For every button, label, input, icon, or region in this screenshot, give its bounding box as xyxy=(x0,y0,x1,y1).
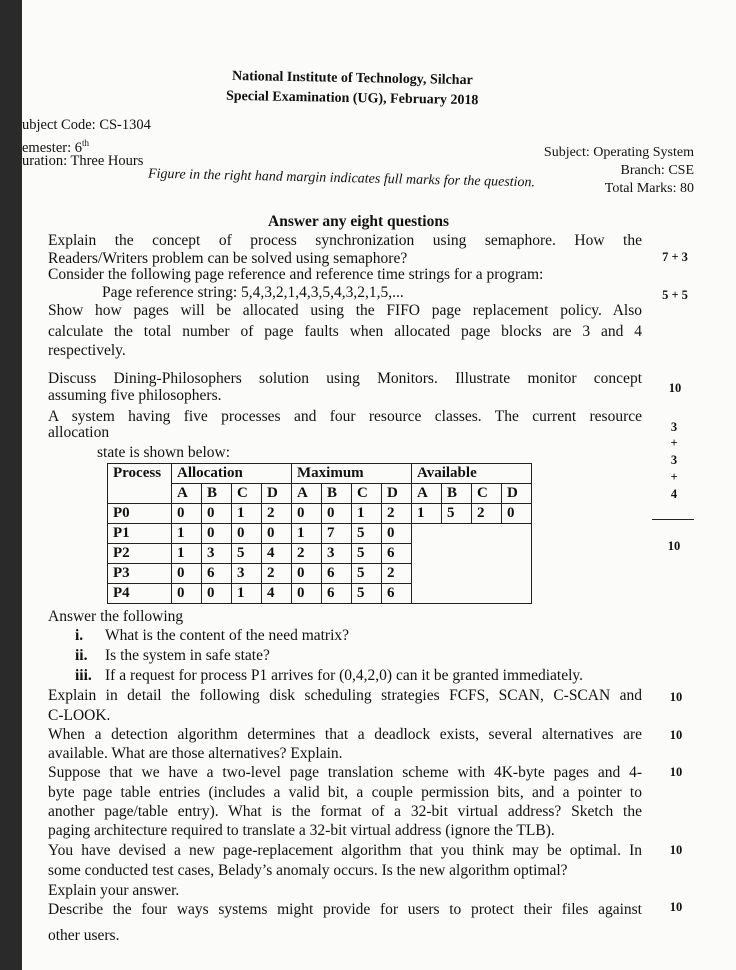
allocation-cell: 1 xyxy=(232,584,262,604)
process-cell: P2 xyxy=(108,544,172,564)
marks-note: Figure in the right hand margin indicates full marks for the question. xyxy=(147,166,536,191)
process-cell: P4 xyxy=(108,584,172,604)
maximum-cell: 6 xyxy=(322,584,352,604)
q7-line: another page/table entry). What is the format of a 32-bit virtual address? Sketch the xyxy=(48,803,642,820)
process-cell: P3 xyxy=(108,564,172,584)
maximum-cell: 0 xyxy=(382,524,412,544)
resource-label: B xyxy=(442,484,472,504)
maximum-cell: 6 xyxy=(382,584,412,604)
q7-line: paging architecture required to translate a 32-bit virtual address (ignore the TLB). xyxy=(48,822,555,839)
sub-number: iii. xyxy=(75,667,92,684)
allocation-cell: 1 xyxy=(172,544,202,564)
q8-line: You have devised a new page-replacement algorithm that you think may be optimal. In xyxy=(48,842,642,859)
sub-question xyxy=(75,627,349,645)
scan-edge xyxy=(0,0,22,970)
q8-line: Explain your answer. xyxy=(48,882,180,899)
maximum-cell: 2 xyxy=(292,544,322,564)
subject-name: Subject: Operating System xyxy=(543,145,694,160)
q4-marks-total: 10 xyxy=(667,539,681,553)
maximum-cell: 5 xyxy=(352,524,382,544)
allocation-cell: 2 xyxy=(262,504,292,524)
available-cell: 5 xyxy=(442,504,472,524)
available-cell: 0 xyxy=(502,504,532,524)
allocation-cell: 0 xyxy=(202,524,232,544)
maximum-cell: 2 xyxy=(382,504,412,524)
sub-number: ii. xyxy=(75,647,88,664)
q5-marks: 10 xyxy=(669,690,683,704)
sub-question xyxy=(75,667,583,685)
maximum-cell: 0 xyxy=(292,504,322,524)
subject-code: ubject Code: CS-1304 xyxy=(22,117,151,133)
allocation-header: Allocation xyxy=(172,464,292,484)
resource-label: A xyxy=(412,484,442,504)
q2-line: calculate the total number of page faults when allocated page blocks are 3 and 4 xyxy=(48,323,642,340)
sub-number: i. xyxy=(75,627,84,644)
instruction: Answer any eight questions xyxy=(268,213,450,230)
maximum-cell: 0 xyxy=(322,504,352,524)
q4-marks-part: 3 xyxy=(670,453,678,467)
q2-line: Page reference string: 5,4,3,2,1,4,3,5,4,3,2,1,5,... xyxy=(102,284,404,301)
resource-label: C xyxy=(232,484,262,504)
resource-label: C xyxy=(472,484,502,504)
resource-label: A xyxy=(172,484,202,504)
q6-marks: 10 xyxy=(669,728,683,742)
q9-line: other users. xyxy=(48,927,120,944)
maximum-cell: 0 xyxy=(292,564,322,584)
q8-line: some conducted test cases, Belady’s anomaly occurs. Is the new algorithm optimal? xyxy=(48,862,568,879)
table-row xyxy=(108,524,532,544)
available-cell: 2 xyxy=(472,504,502,524)
allocation-cell: 0 xyxy=(232,524,262,544)
q1-line: Readers/Writers problem can be solved using semaphore? xyxy=(48,250,408,267)
allocation-cell: 1 xyxy=(172,524,202,544)
allocation-cell: 3 xyxy=(232,564,262,584)
allocation-cell: 1 xyxy=(232,504,262,524)
allocation-cell: 0 xyxy=(202,584,232,604)
allocation-cell: 4 xyxy=(262,544,292,564)
q2-line: Show how pages will be allocated using the FIFO page replacement policy. Also xyxy=(48,302,642,319)
resource-label: D xyxy=(382,484,412,504)
process-cell: P0 xyxy=(108,504,172,524)
q8-marks: 10 xyxy=(669,843,683,857)
resource-label: A xyxy=(292,484,322,504)
process-header: Process xyxy=(108,464,172,504)
q4-line: state is shown below: xyxy=(97,444,231,461)
maximum-cell: 6 xyxy=(382,544,412,564)
q3-marks: 10 xyxy=(668,381,682,395)
q1-line: Explain the concept of process synchronization using semaphore. How the xyxy=(48,232,642,249)
q7-line: Suppose that we have a two-level page translation scheme with 4K-byte pages and 4- xyxy=(48,764,642,781)
maximum-cell: 1 xyxy=(352,504,382,524)
total-marks: Total Marks: 80 xyxy=(604,181,694,196)
sub-text: What is the content of the need matrix? xyxy=(105,627,350,644)
resource-label: C xyxy=(352,484,382,504)
q4-marks-part: + xyxy=(670,470,678,484)
maximum-cell: 7 xyxy=(322,524,352,544)
allocation-cell: 0 xyxy=(262,524,292,544)
maximum-cell: 5 xyxy=(352,564,382,584)
semester-text: emester: 6 xyxy=(22,139,82,156)
sub-question xyxy=(75,647,270,665)
marks-divider xyxy=(652,519,694,520)
q3-line: Discuss Dining-Philosophers solution using Monitors. Illustrate monitor concept xyxy=(48,370,642,387)
q6-line: available. What are those alternatives? Explain. xyxy=(48,745,343,762)
duration: uration: Three Hours xyxy=(22,153,144,169)
q2-marks: 5 + 5 xyxy=(662,288,688,302)
q5-line: Explain in detail the following disk scheduling strategies FCFS, SCAN, C-SCAN and xyxy=(48,687,642,704)
resource-label: D xyxy=(502,484,532,504)
maximum-cell: 5 xyxy=(352,544,382,564)
maximum-cell: 2 xyxy=(382,564,412,584)
table-row xyxy=(108,504,532,524)
q9-line: Describe the four ways systems might provide for users to protect their files against xyxy=(48,901,642,918)
maximum-cell: 1 xyxy=(292,524,322,544)
q1-marks: 7 + 3 xyxy=(662,250,688,264)
allocation-cell: 0 xyxy=(172,504,202,524)
maximum-header: Maximum xyxy=(292,464,412,484)
resource-table xyxy=(107,463,532,604)
resource-label: D xyxy=(262,484,292,504)
process-cell: P1 xyxy=(108,524,172,544)
empty-cell xyxy=(412,524,532,604)
q7-line: byte page table entries (includes a valid bit, a couple permission bits, and a pointer to xyxy=(48,784,642,801)
maximum-cell: 0 xyxy=(292,584,322,604)
allocation-cell: 4 xyxy=(262,584,292,604)
answer-heading: Answer the following xyxy=(48,608,184,625)
q4-line: allocation xyxy=(48,424,110,441)
q4-marks-part: + xyxy=(670,436,678,450)
maximum-cell: 5 xyxy=(352,584,382,604)
allocation-cell: 0 xyxy=(172,564,202,584)
q6-line: When a detection algorithm determines that a deadlock exists, several alternatives are xyxy=(48,726,642,743)
q3-line: assuming five philosophers. xyxy=(48,387,222,404)
available-cell: 1 xyxy=(412,504,442,524)
institute-name: National Institute of Technology, Silchar xyxy=(231,68,473,89)
allocation-cell: 0 xyxy=(202,504,232,524)
branch: Branch: CSE xyxy=(620,163,694,178)
sub-text: Is the system in safe state? xyxy=(105,647,270,664)
allocation-cell: 6 xyxy=(202,564,232,584)
exam-title: Special Examination (UG), February 2018 xyxy=(225,88,479,109)
q2-line: Consider the following page reference and reference time strings for a program: xyxy=(48,266,544,283)
maximum-cell: 6 xyxy=(322,564,352,584)
allocation-cell: 2 xyxy=(262,564,292,584)
maximum-cell: 3 xyxy=(322,544,352,564)
resource-label: B xyxy=(322,484,352,504)
q7-marks: 10 xyxy=(669,765,683,779)
allocation-cell: 3 xyxy=(202,544,232,564)
available-header: Available xyxy=(412,464,532,484)
q4-marks-part: 3 xyxy=(670,420,678,434)
allocation-cell: 0 xyxy=(172,584,202,604)
q4-marks-part: 4 xyxy=(670,487,678,501)
q2-line: respectively. xyxy=(48,342,126,359)
allocation-cell: 5 xyxy=(232,544,262,564)
q9-marks: 10 xyxy=(669,900,683,914)
q4-line: A system having five processes and four resource classes. The current resource xyxy=(48,408,642,425)
semester-sup: th xyxy=(82,138,90,148)
q5-line: C-LOOK. xyxy=(48,707,111,724)
sub-text: If a request for process P1 arrives for (0,4,2,0) can it be granted immediately. xyxy=(105,667,584,684)
resource-label: B xyxy=(202,484,232,504)
